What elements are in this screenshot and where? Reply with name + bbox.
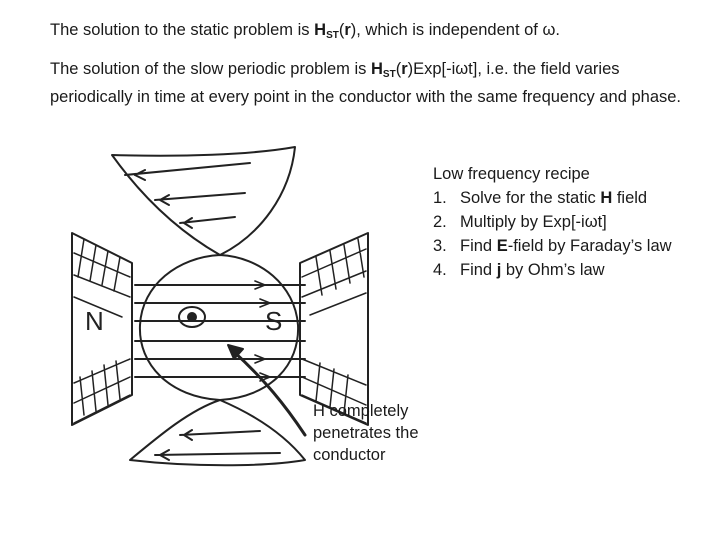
para2-subscript: ST: [382, 69, 396, 80]
step-number: 3.: [433, 237, 447, 255]
recipe-steps: [433, 186, 672, 282]
step-text: Find: [460, 237, 497, 255]
south-pole-hatching: [302, 239, 366, 423]
penetration-callout: H completely penetrates the conductor: [313, 402, 419, 464]
current-symbol-dot: [188, 313, 196, 321]
para2-paren-close: ): [407, 60, 414, 78]
periodic-solution-paragraph: [50, 58, 700, 108]
recipe-step: [433, 210, 672, 234]
bottom-field-arrow: [180, 430, 260, 440]
south-pole-piece: [300, 233, 368, 425]
top-field-lobe: [112, 147, 295, 255]
recipe-title: Low frequency recipe: [433, 165, 590, 183]
para2-suffix: Exp[-iωt], i.e. the field varies periodically in time at every point in the conductor with the same frequency and phase.: [50, 60, 682, 106]
para2-h-symbol: H: [371, 60, 383, 78]
step-text: Find: [460, 261, 497, 279]
callout-arrow: [232, 350, 305, 435]
north-pole-label: N: [85, 306, 104, 336]
para1-subscript: ST: [326, 30, 339, 41]
step-text-end: by Ohm’s law: [501, 261, 605, 279]
step-bold: E: [496, 237, 508, 255]
step-text: Solve for the static: [460, 189, 601, 207]
top-field-arrow: [180, 217, 235, 228]
recipe-step: [433, 234, 672, 258]
recipe-step: [433, 186, 672, 210]
para2-paren-open: (: [395, 60, 402, 78]
top-field-arrow: [125, 163, 250, 180]
bottom-field-arrow: [155, 450, 280, 460]
step-number: 4.: [433, 261, 447, 279]
para1-paren-open: (: [338, 21, 345, 39]
step-number: 1.: [433, 189, 447, 207]
step-bold: H: [600, 189, 613, 207]
step-text-end: field: [612, 189, 648, 207]
recipe-step: [433, 258, 672, 282]
para2-prefix: The solution of the slow periodic problem is: [50, 60, 371, 78]
south-pole-label: S: [265, 306, 283, 336]
para2-r-symbol: r: [401, 60, 408, 78]
low-frequency-recipe: [433, 162, 672, 282]
step-text: Multiply by Exp[-iωt]: [460, 213, 607, 231]
step-number: 2.: [433, 213, 447, 231]
para1-paren-close: ): [350, 21, 357, 39]
top-field-arrow: [155, 193, 245, 205]
step-bold: j: [496, 261, 502, 279]
para1-suffix: , which is independent of ω.: [356, 21, 560, 39]
step-text-end: -field by Faraday’s law: [507, 237, 672, 255]
para1-r-symbol: r: [344, 21, 351, 39]
static-solution-paragraph: [50, 19, 690, 47]
para1-prefix: The solution to the static problem is: [50, 21, 315, 39]
magnet-conductor-sketch: [60, 145, 380, 540]
para1-h-symbol: H: [314, 21, 327, 39]
